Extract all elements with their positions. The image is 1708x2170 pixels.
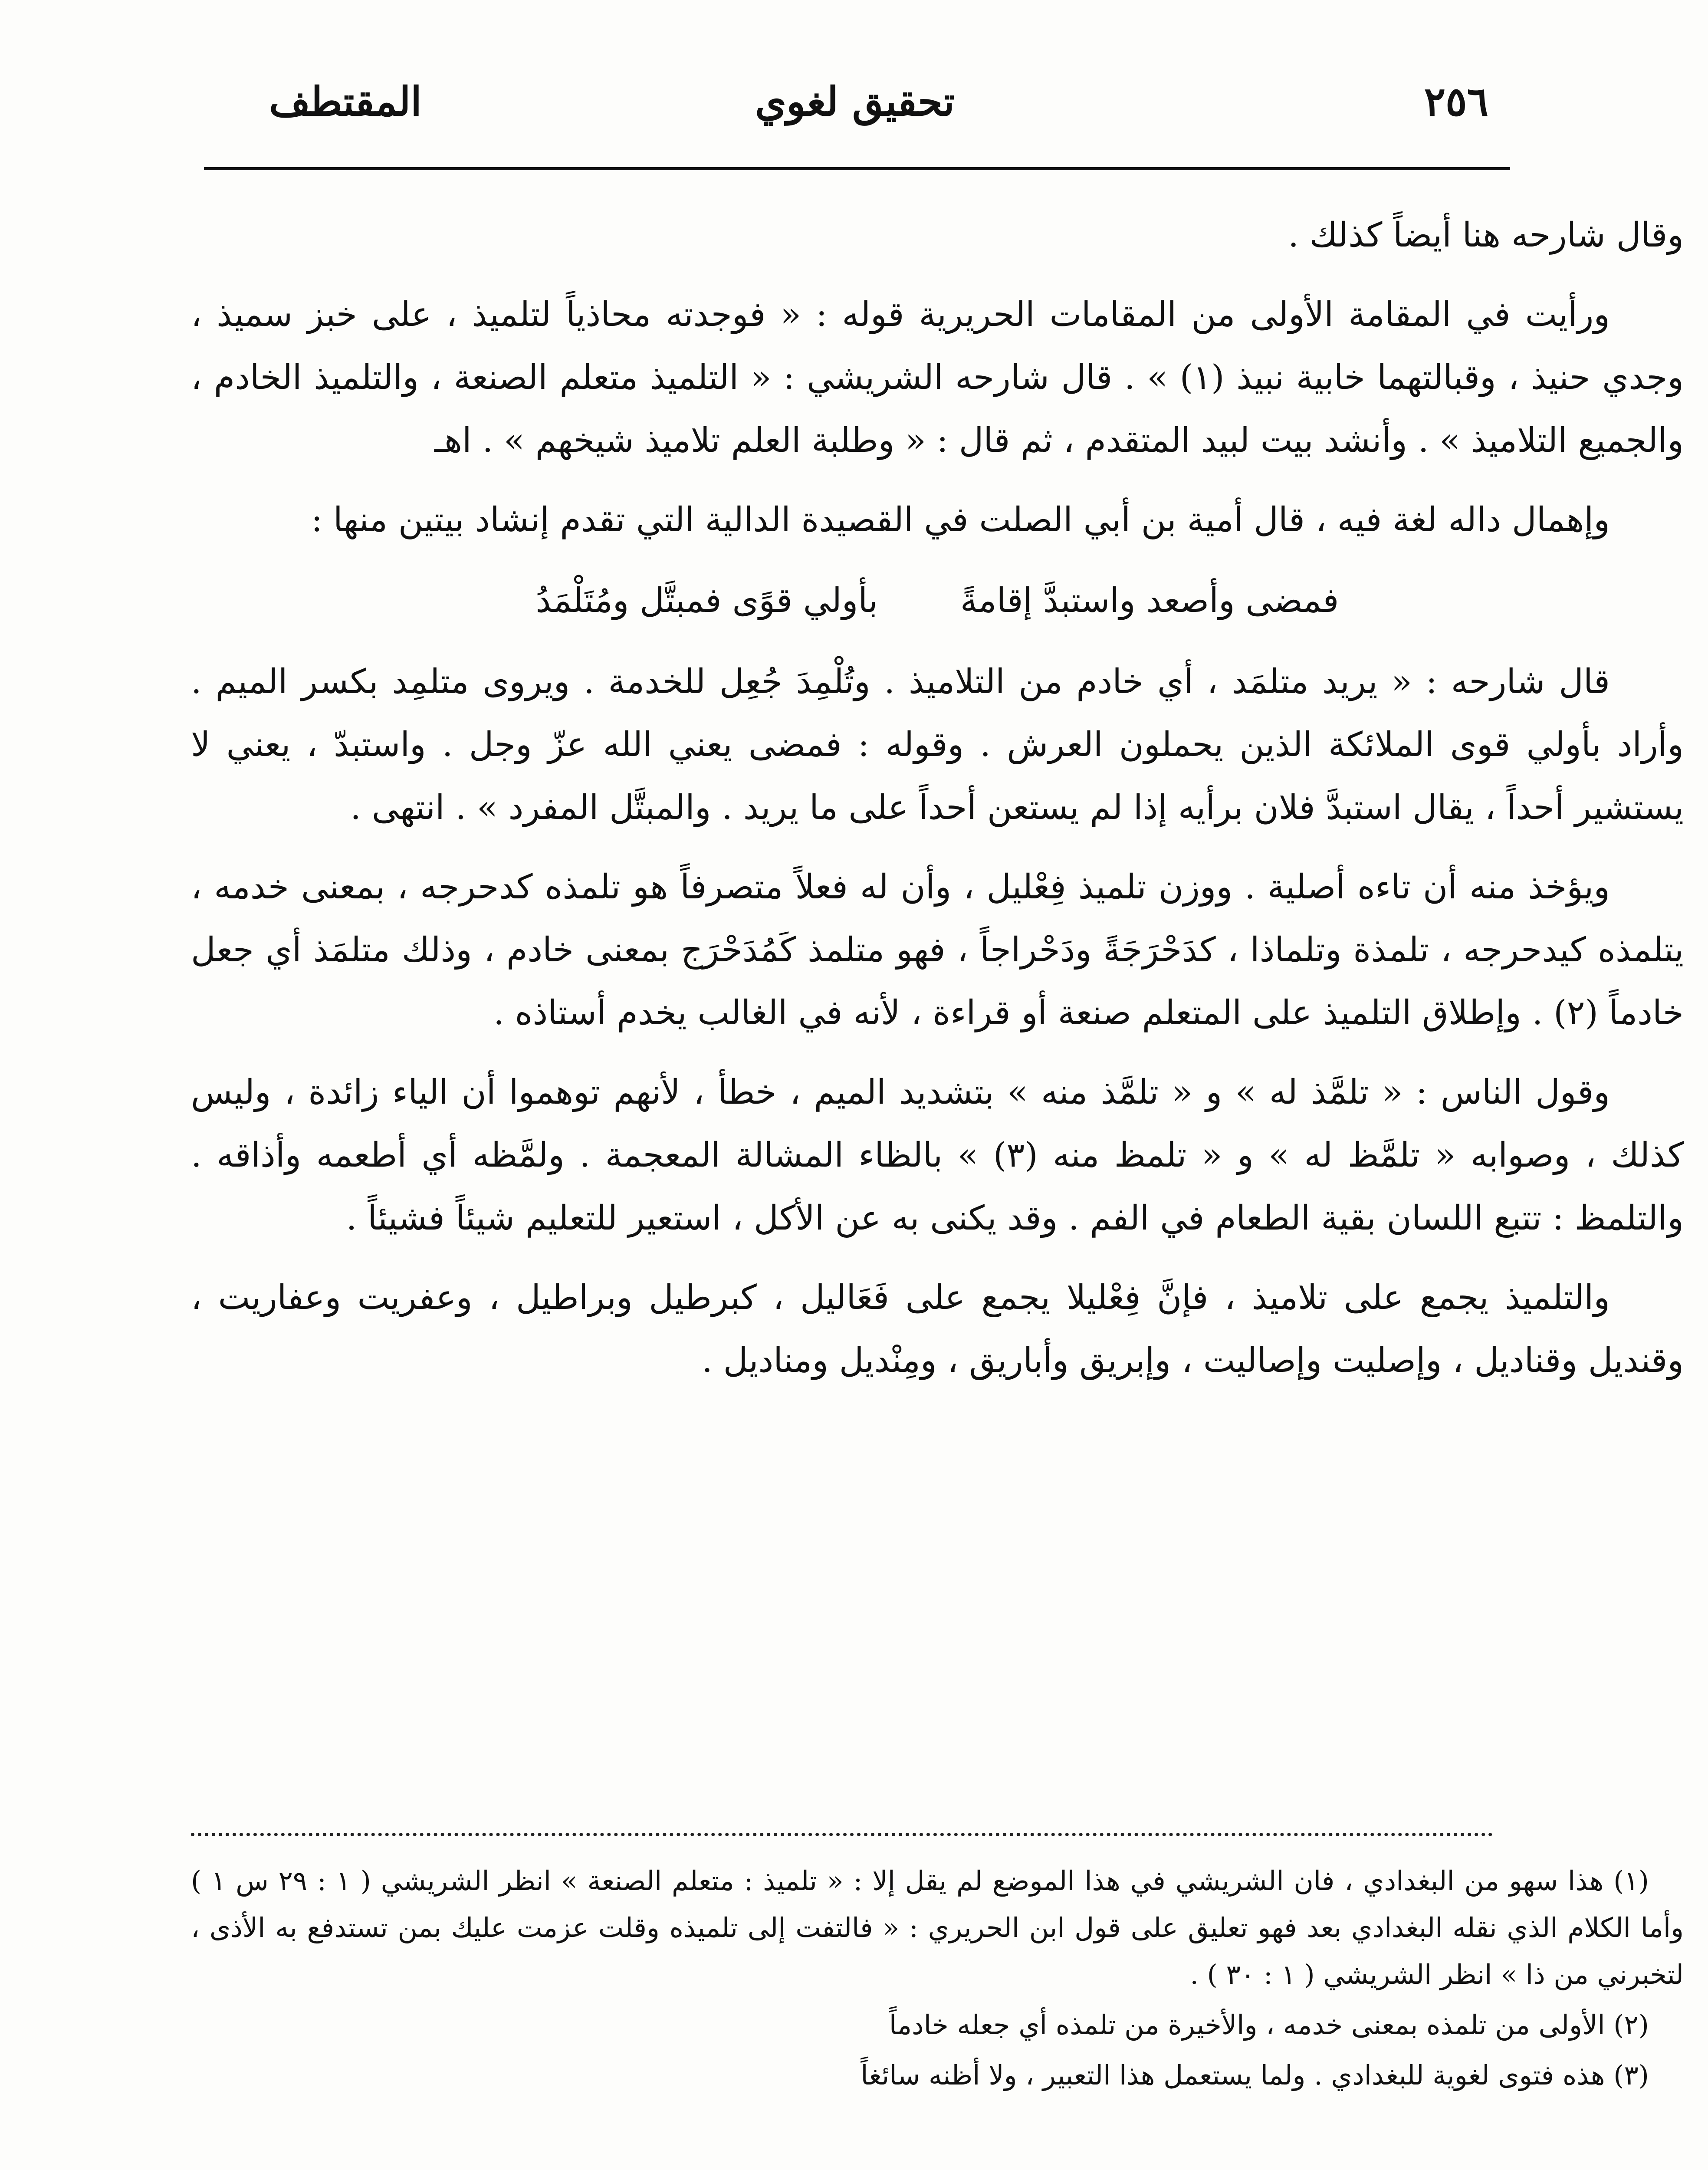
footnote: (٣) هذه فتوى لغوية للبغدادي . ولما يستعمل هذا التعبير ، ولا أظنه سائغاً: [861, 2059, 1649, 2091]
paragraph: قال شارحه : « يريد متلمَد ، أي خادم من التلاميذ . وتُلْمِدَ جُعِل للخدمة . ويروى متلمِد بكسر الميم . وأراد بأولي قوى الملائكة الذين يحملون العرش . وقوله : فمضى يعني الله عزّ وجل . واستبدّ ، يعني لا يستشير أحداً ، يقال استبدَّ فلان برأيه إذا لم يستعن أحداً على ما يريد . والمبتَّل المفرد » . انتهى .: [191, 662, 1684, 827]
journal-name: المقتطف: [269, 78, 422, 125]
paragraph: وقول الناس : « تلمَّذ له » و « تلمَّذ منه » بتشديد الميم ، خطأ ، لأنهم توهموا أن الياء زائدة ، وليس كذلك ، وصوابه « تلمَّظ له » و « تلمظ منه (٣) » بالظاء المشالة المعجمة . ولمَّظه أي أطعمه وأذاقه . والتلمظ : تتبع اللسان بقية الطعام في الفم . وقد يكنى به عن الأكل ، استعير للتعليم شيئاً فشيئاً .: [191, 1073, 1684, 1238]
footnote-separator: [191, 1833, 1493, 1836]
article-title: تحقيق لغوي: [755, 78, 955, 125]
footnote: (١) هذا سهو من البغدادي ، فان الشريشي في هذا الموضع لم يقل إلا : « تلميذ : متعلم الصنعة » انظر الشريشي ( ١ : ٢٩ س ١ ) وأما الكلام الذي نقله البغدادي بعد فهو تعليق على قول ابن الحريري : « فالتفت إلى تلميذه وقلت عزمت عليك بمن تستدفع به الأذى ، لتخبرني من ذا » انظر الشريشي ( ١ : ٣٠ ) .: [191, 1865, 1684, 1990]
main-text: [191, 204, 1684, 1409]
poetry-verse: [191, 568, 1684, 633]
paragraph: ويؤخذ منه أن تاءه أصلية . ووزن تلميذ فِعْليل ، وأن له فعلاً متصرفاً هو تلمذه كدحرجه ، بمعنى خدمه ، يتلمذه كيدحرجه ، تلمذة وتلماذا ، كدَحْرَجَةً ودَحْراجاً ، فهو متلمذ كَمُدَحْرَج بمعنى خادم ، وذلك متلمَذ أي جعل خادماً (٢) . وإطلاق التلميذ على المتعلم صنعة أو قراءة ، لأنه في الغالب يخدم أستاذه .: [191, 868, 1684, 1032]
footnotes: [191, 1858, 1684, 2102]
paragraph: وإهمال داله لغة فيه ، قال أمية بن أبي الصلت في القصيدة الدالية التي تقدم إنشاد بيتين منها :: [311, 500, 1610, 539]
paragraph: والتلميذ يجمع على تلاميذ ، فإنَّ فِعْليلا يجمع على فَعَاليل ، كبرطيل وبراطيل ، وعفريت وعفاريت ، وقنديل وقناديل ، وإصليت وإصاليت ، وإبريق وأباريق ، ومِنْديل ومناديل .: [191, 1278, 1684, 1380]
paragraph: ورأيت في المقامة الأولى من المقامات الحريرية قوله : « فوجدته محاذياً لتلميذ ، على خبز سميذ ، وجدي حنيذ ، وقبالتهما خابية نبيذ (١) » . قال شارحه الشريشي : « التلميذ متعلم الصنعة ، والتلميذ الخادم ، والجميع التلاميذ » . وأنشد بيت لبيد المتقدم ، ثم قال : « وطلبة العلم تلاميذ شيخهم » . اهـ: [191, 295, 1684, 460]
running-header: [204, 74, 1506, 148]
paragraph: وقال شارحه هنا أيضاً كذلك .: [1288, 216, 1684, 255]
verse-hemistich-first: فمضى وأصعد واستبدَّ إقامةً: [960, 581, 1339, 620]
footnote: (٢) الأولى من تلمذه بمعنى خدمه ، والأخيرة من تلمذه أي جعله خادماً: [889, 2009, 1649, 2041]
header-rule: [204, 167, 1510, 170]
page-number: ٢٥٦: [1424, 78, 1488, 125]
verse-hemistich-second: بأولي قوًى فمبتَّل ومُتَلْمَدُ: [535, 581, 878, 620]
